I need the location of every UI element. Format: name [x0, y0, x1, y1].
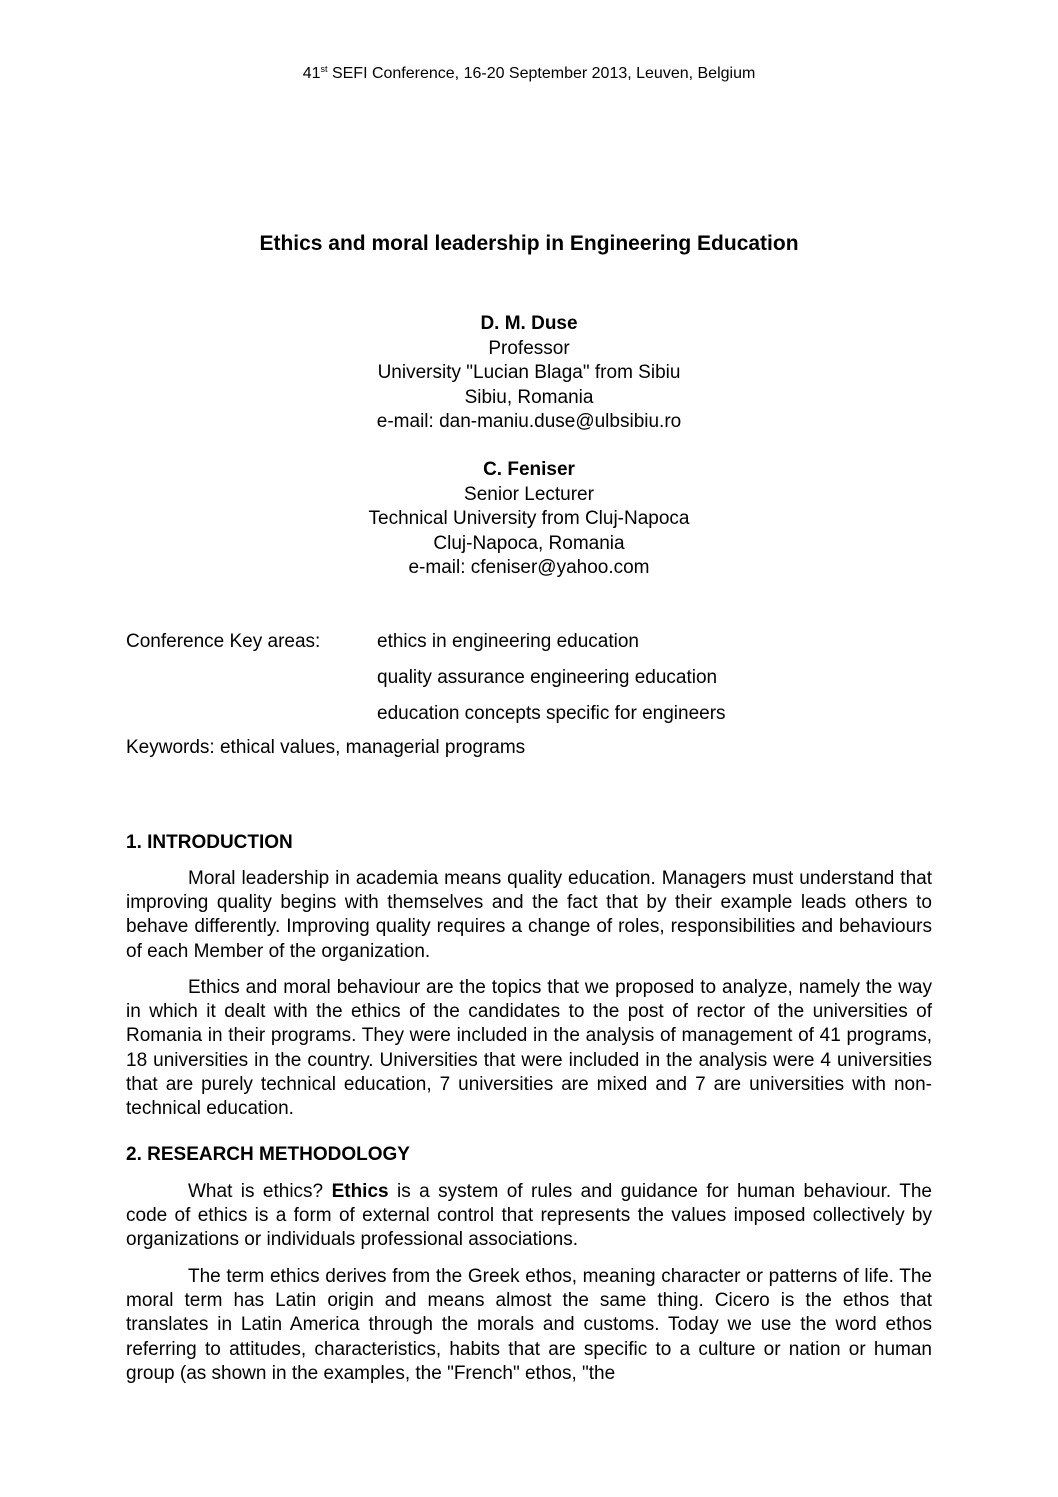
author-email: e-mail: dan-maniu.duse@ulbsibiu.ro [376, 411, 682, 432]
methodology-paragraph-2: The term ethics derives from the Greek ethos, meaning character or patterns of life. The moral term has Latin origin and means almost the same thing. Cicero is the ethos that translates in Latin America through the morals and customs. Today we use the word ethos referring to attitudes, characteristics, habits that are specific to a culture or nation or human group (as shown in the examples, the "French" ethos, "the [126, 1266, 932, 1384]
ethics-term-bold: Ethics [331, 1181, 389, 1202]
header-conference-text: SEFI Conference, 16-20 September 2013, Leuven, Belgium [327, 65, 756, 82]
keywords-line: Keywords: ethical values, managerial programs [126, 737, 526, 758]
methodology-paragraph-1-start: What is ethics? [188, 1181, 332, 1202]
author-position: Senior Lecturer [464, 483, 594, 505]
author-location: Cluj-Napoca, Romania [433, 532, 625, 554]
intro-paragraph-1: Moral leadership in academia means quality education. Managers must understand that improving quality begins with themselves and the fact that by their example leads others to behave differently. Improving quality requires a change of roles, responsibilities and behaviours of each Member of the organization. [126, 868, 932, 962]
key-area-item: quality assurance engineering education [377, 667, 718, 688]
header-number: 41 [302, 65, 321, 82]
author-location: Sibiu, Romania [464, 386, 594, 408]
methodology-paragraph-1 [126, 1180, 932, 1253]
author-email: e-mail: cfeniser@yahoo.com [408, 557, 650, 578]
key-area-item: education concepts specific for engineers [377, 703, 726, 724]
section-heading-methodology: 2. RESEARCH METHODOLOGY [126, 1144, 410, 1165]
section-heading-introduction: 1. INTRODUCTION [126, 832, 293, 853]
paper-title: Ethics and moral leadership in Engineering Education [259, 232, 799, 255]
author-position: Professor [488, 337, 570, 359]
author-block-1 [0, 312, 1058, 435]
methodology-paragraph-1-rest: is a system of rules and guidance for human behaviour. The code of ethics is a form of external control that represents the values imposed collectively by organizations or individuals professional associations. [126, 1181, 932, 1251]
author-block-2 [0, 458, 1058, 581]
author-institution: University "Lucian Blaga" from Sibiu [377, 362, 681, 383]
intro-paragraph-2: Ethics and moral behaviour are the topics that we proposed to analyze, namely the way in which it dealt with the ethics of the candidates to the post of rector of the universities of Romania in their programs. They were included in the analysis of management of 41 programs, 18 universities in the country. Universities that were included in the analysis were 4 universities that are purely technical education, 7 universities are mixed and 7 are universities with non-technical education. [126, 977, 932, 1120]
running-header [0, 64, 1058, 84]
header-ordinal-suffix: st [320, 64, 328, 74]
key-area-item: ethics in engineering education [377, 631, 639, 652]
key-areas-label: Conference Key areas: [126, 631, 321, 652]
author-institution: Technical University from Cluj-Napoca [368, 508, 690, 529]
author-name: C. Feniser [483, 459, 575, 480]
author-name: D. M. Duse [480, 313, 578, 334]
